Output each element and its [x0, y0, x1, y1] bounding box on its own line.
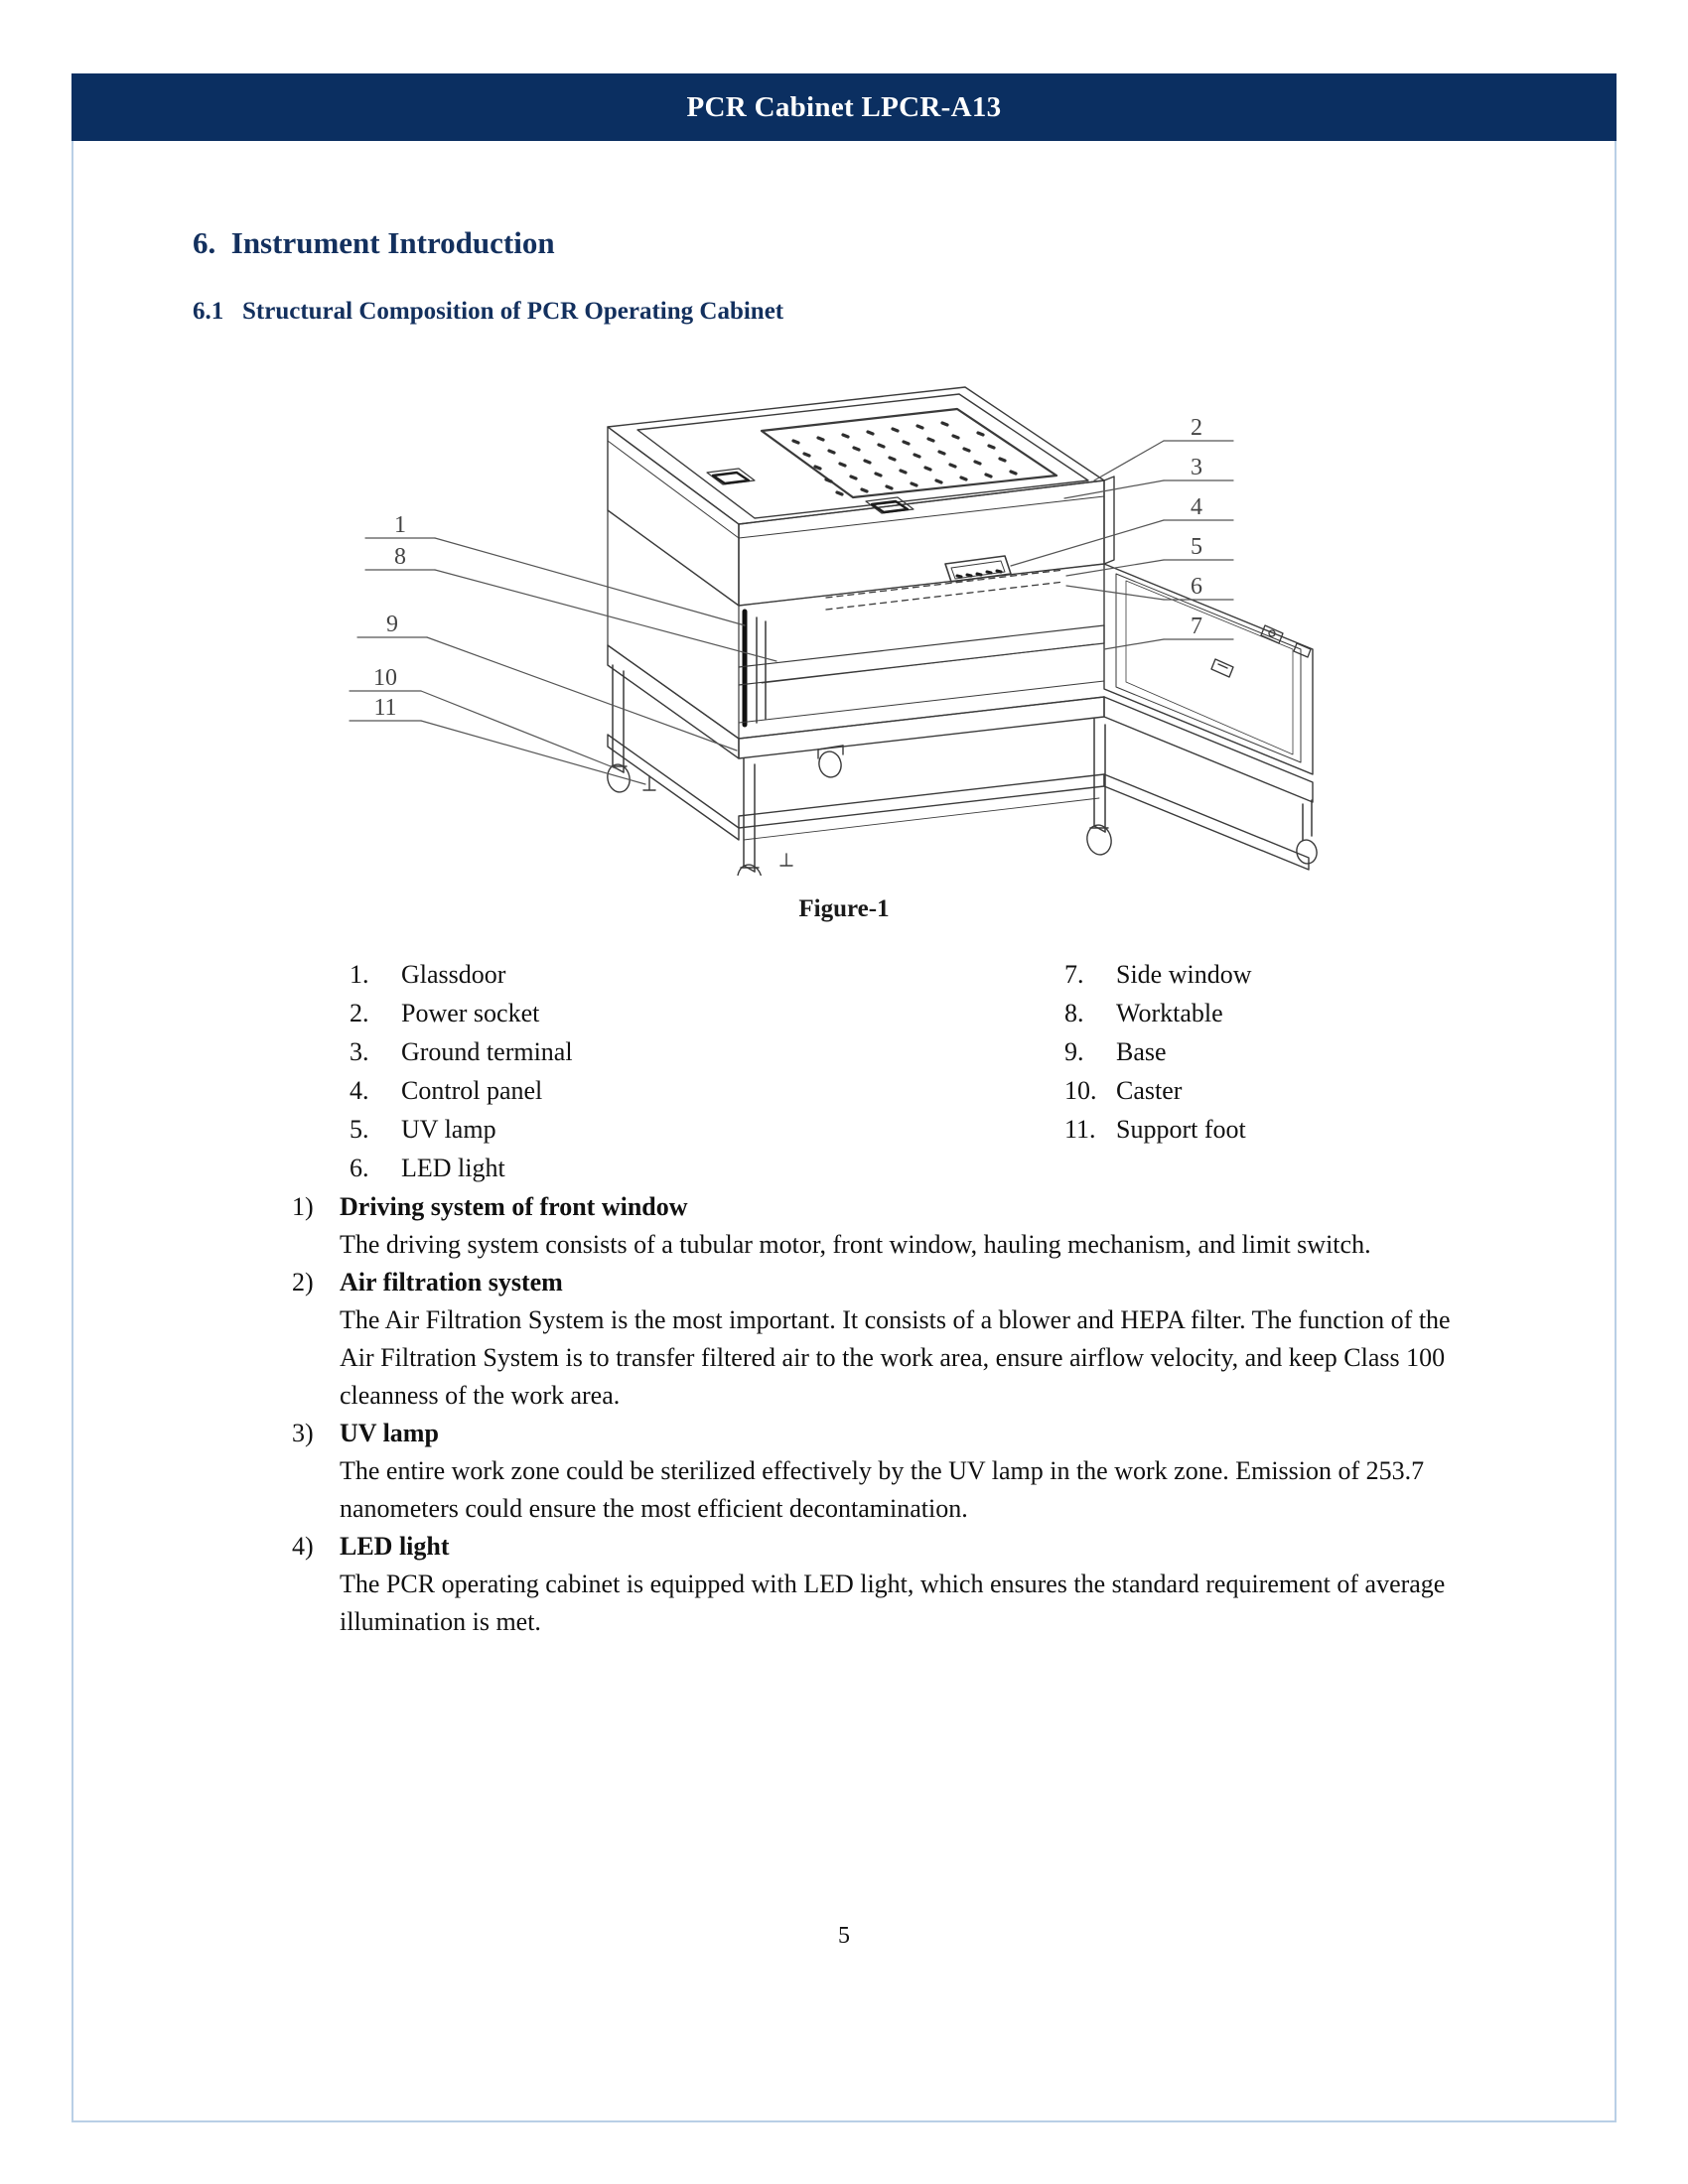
- list-body: [340, 1415, 1464, 1528]
- list-item-title: LED light: [340, 1532, 450, 1561]
- list-item-title: Air filtration system: [340, 1268, 563, 1297]
- callout-7: 7: [1191, 614, 1202, 639]
- list-item: [292, 1264, 1464, 1415]
- list-marker: 1): [292, 1192, 314, 1221]
- part-number: 5.: [350, 1115, 369, 1144]
- part-number: 10.: [1064, 1076, 1097, 1105]
- part-label: Control panel: [401, 1076, 543, 1105]
- list-item-title: UV lamp: [340, 1419, 439, 1447]
- figure-1-drawing: [310, 369, 1382, 876]
- part-label: UV lamp: [401, 1115, 496, 1144]
- callout-11: 11: [373, 695, 397, 721]
- part-number: 3.: [350, 1037, 369, 1066]
- part-label: Power socket: [401, 999, 540, 1027]
- callout-5: 5: [1191, 534, 1202, 560]
- list-item: [1064, 1032, 1252, 1071]
- parts-legend: [71, 955, 1617, 1182]
- list-body: [340, 1188, 1464, 1264]
- part-label: Ground terminal: [401, 1037, 573, 1066]
- part-label: Glassdoor: [401, 960, 506, 989]
- part-label: Side window: [1116, 960, 1252, 989]
- page-number: 5: [838, 1923, 850, 1949]
- parts-legend-left-column: [350, 955, 573, 1187]
- list-item: [292, 1528, 1464, 1641]
- list-item-text: The entire work zone could be sterilized effectively by the UV lamp in the work zone. Emission of 253.7 nanometers could ensure the most efficient decontamination.: [340, 1456, 1425, 1523]
- subsystem-description-list: [292, 1188, 1464, 1641]
- list-item: [292, 1188, 1464, 1264]
- list-item: [1064, 1110, 1252, 1149]
- parts-legend-right-column: [1064, 955, 1252, 1149]
- list-item: [350, 1071, 573, 1110]
- part-number: 8.: [1064, 999, 1084, 1027]
- list-item: [1064, 1071, 1252, 1110]
- list-item: [350, 994, 573, 1032]
- part-label: Base: [1116, 1037, 1167, 1066]
- list-item: [1064, 994, 1252, 1032]
- callout-2: 2: [1191, 415, 1202, 441]
- subsection-heading: 6.1 Structural Composition of PCR Operating Cabinet: [193, 298, 784, 325]
- part-number: 6.: [350, 1154, 369, 1182]
- figure-caption: Figure-1: [798, 895, 890, 922]
- part-label: Worktable: [1116, 999, 1223, 1027]
- document-title: PCR Cabinet LPCR-A13: [686, 90, 1002, 123]
- part-number: 4.: [350, 1076, 369, 1105]
- callout-10: 10: [373, 665, 397, 691]
- part-number: 9.: [1064, 1037, 1084, 1066]
- list-item: [350, 955, 573, 994]
- callout-1: 1: [394, 512, 406, 538]
- part-number: 1.: [350, 960, 369, 989]
- part-label: Support foot: [1116, 1115, 1246, 1144]
- list-marker: 4): [292, 1532, 314, 1561]
- part-number: 2.: [350, 999, 369, 1027]
- part-number: 11.: [1064, 1115, 1096, 1144]
- list-item: [350, 1110, 573, 1149]
- list-item-text: The Air Filtration System is the most important. It consists of a blower and HEPA filter. The function of the Air Filtration System is to transfer filtered air to the work area, ensure airflow velocity, and keep Class 100 cleanness of the work area.: [340, 1305, 1451, 1410]
- part-label: Caster: [1116, 1076, 1183, 1105]
- callout-9: 9: [386, 612, 398, 637]
- list-item-text: The driving system consists of a tubular motor, front window, hauling mechanism, and limit switch.: [340, 1230, 1371, 1259]
- part-label: LED light: [401, 1154, 505, 1182]
- list-body: [340, 1264, 1464, 1415]
- part-number: 7.: [1064, 960, 1084, 989]
- list-marker: 3): [292, 1419, 314, 1447]
- callout-6: 6: [1191, 574, 1202, 600]
- callout-4: 4: [1191, 494, 1202, 520]
- callout-8: 8: [394, 544, 406, 570]
- list-item-text: The PCR operating cabinet is equipped with LED light, which ensures the standard requirement of average illumination is met.: [340, 1570, 1446, 1636]
- document-header-band: [71, 73, 1617, 141]
- list-item: [1064, 955, 1252, 994]
- callout-3: 3: [1191, 455, 1202, 480]
- page-content: [71, 141, 1617, 2122]
- list-body: [340, 1528, 1464, 1641]
- section-heading: 6. Instrument Introduction: [193, 225, 555, 260]
- list-item: [292, 1415, 1464, 1528]
- list-item-title: Driving system of front window: [340, 1192, 688, 1221]
- list-item: [350, 1032, 573, 1071]
- list-marker: 2): [292, 1268, 314, 1297]
- list-item: [350, 1149, 573, 1187]
